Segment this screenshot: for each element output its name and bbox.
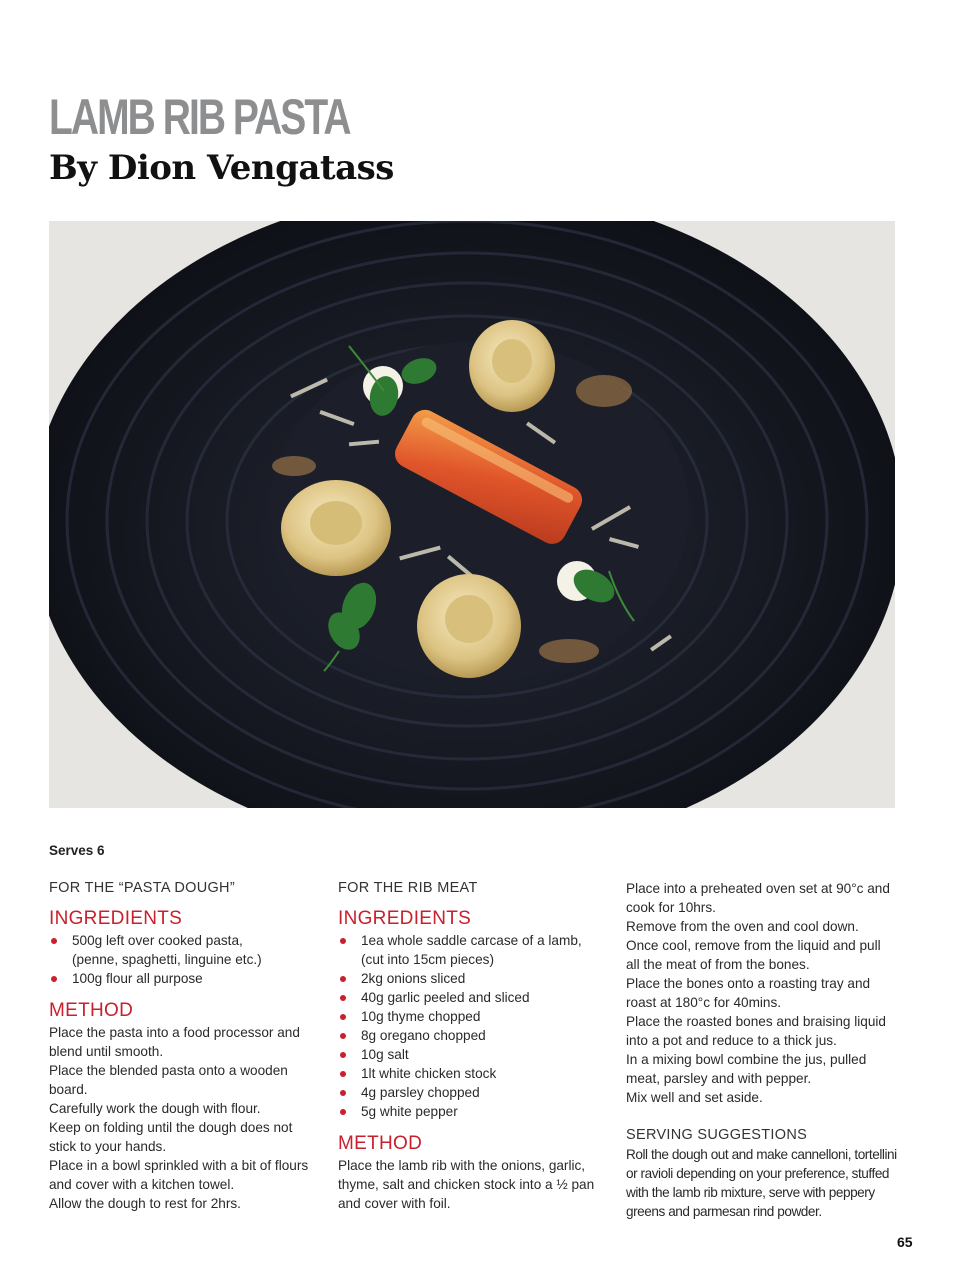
page-number: 65 — [897, 1234, 913, 1250]
plated-dish-illustration — [49, 221, 895, 808]
dough-column — [49, 879, 314, 1213]
food-photo — [49, 221, 895, 808]
serves-count: Serves 6 — [49, 843, 105, 858]
serving-suggestions-text: Roll the dough out and make cannelloni, tortellini or ravioli depending on your preference, stuffed with the lamb rib mixture, serve with peppery greens and parmesan rind powder. — [626, 1147, 897, 1219]
list-item: 8g oregano chopped — [338, 1026, 600, 1045]
rib-column — [338, 879, 600, 1213]
rib-method-heading: METHOD — [338, 1133, 423, 1154]
rib-method-text: Place the lamb rib with the onions, garlic, thyme, salt and chicken stock into a ½ pan and cover with foil. — [338, 1158, 595, 1211]
dough-method-text: Place the pasta into a food processor and blend until smooth. Place the blended pasta onto a wooden board. Carefully work the dough with flour. Keep on folding until the dough does not stick to your hands. Place in a bowl sprinkled with a bit of flours and cover with a kitchen towel. Allow the dough to rest for 2hrs. — [49, 1025, 309, 1211]
tortellini-bottom — [417, 574, 521, 678]
list-item: 5g white pepper — [338, 1102, 600, 1121]
recipe-title: LAMB RIB PASTA — [49, 89, 350, 145]
list-item: 10g thyme chopped — [338, 1007, 600, 1026]
tortellini-left — [281, 480, 391, 576]
rib-subhead: FOR THE RIB MEAT — [338, 880, 478, 896]
list-item: 500g left over cooked pasta, (penne, spaghetti, linguine etc.) — [49, 931, 314, 969]
tortellini-top — [469, 320, 555, 412]
rib-ingredients-list — [338, 931, 600, 1121]
continued-column — [626, 879, 901, 1221]
dough-subhead: FOR THE “PASTA DOUGH” — [49, 880, 235, 896]
dough-ingredients-list — [49, 931, 314, 988]
list-item: 40g garlic peeled and sliced — [338, 988, 600, 1007]
list-item: 10g salt — [338, 1045, 600, 1064]
recipe-author: By Dion Vengatass — [49, 148, 394, 188]
list-item: 1lt white chicken stock — [338, 1064, 600, 1083]
serving-suggestions-heading: SERVING SUGGESTIONS — [626, 1127, 808, 1143]
list-item: 2kg onions sliced — [338, 969, 600, 988]
list-item: 4g parsley chopped — [338, 1083, 600, 1102]
rib-method-continued: Place into a preheated oven set at 90°c and cook for 10hrs. Remove from the oven and cool down. Once cool, remove from the liquid and pull all the meat of from the bones. Place the bones onto a roasting tray and roast at 180°c for 40mins. Place the roasted bones and braising liquid into a pot and reduce to a thick jus. In a mixing bowl combine the jus, pulled meat, parsley and with pepper. Mix well and set aside. — [626, 881, 890, 1105]
dough-ingredients-heading: INGREDIENTS — [49, 908, 183, 929]
list-item: 1ea whole saddle carcase of a lamb, (cut into 15cm pieces) — [338, 931, 600, 969]
rib-ingredients-heading: INGREDIENTS — [338, 908, 472, 929]
list-item: 100g flour all purpose — [49, 969, 314, 988]
dough-method-heading: METHOD — [49, 1000, 134, 1021]
